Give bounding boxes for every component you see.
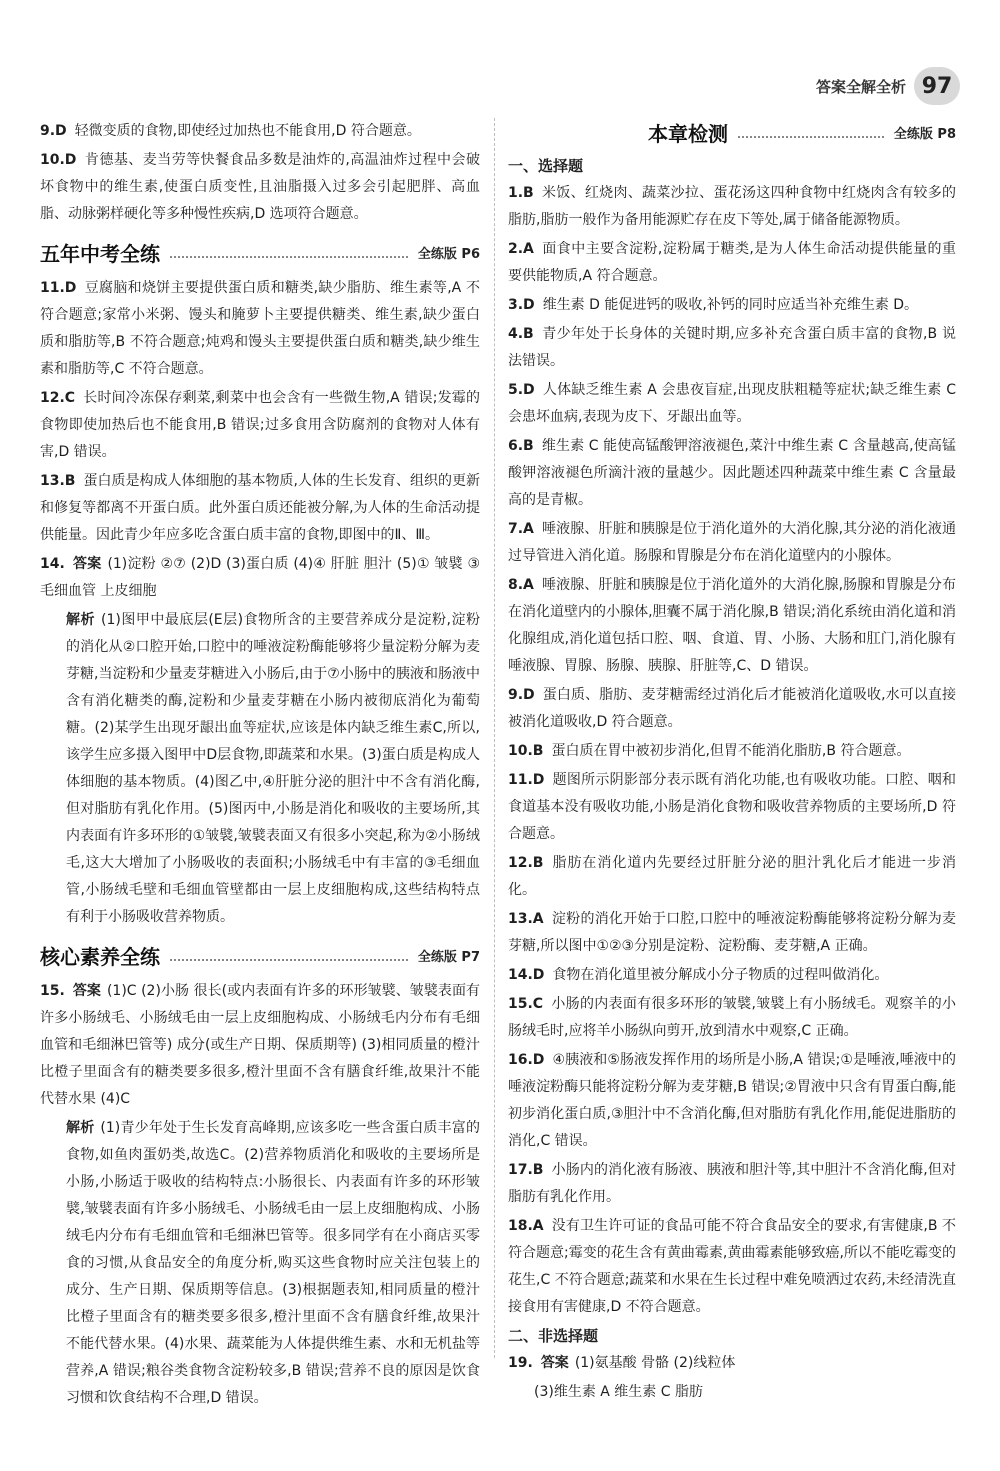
- answer-item: 9.D 轻微变质的食物,即使经过加热也不能食用,D 符合题意。: [40, 123, 421, 139]
- section-dots: [738, 136, 884, 138]
- answer-item: 11.D 豆腐脑和烧饼主要提供蛋白质和糖类,缺少脂肪、维生素等,A 不符合题意;家常小米粥、馒头和腌萝卜主要提供糖类、维生素,缺少蛋白质和脂肪等,B 不符合题意;炖鸡和馒头主要提供蛋白质和糖类,缺少维生素和脂肪等,C 不符合题意。: [40, 280, 480, 377]
- answer-item: 3.D 维生素 D 能促进钙的吸收,补钙的同时应适当补充维生素 D。: [508, 297, 919, 313]
- analysis-q14: 解析 (1)图甲中最底层(E层)食物所含的主要营养成分是淀粉,淀粉的消化从②口腔开始,口腔中的唾液淀粉酶能够将少量淀粉分解为麦芽糖,当淀粉和少量麦芽糖进入小肠后,由于⑦小肠中的胰液和肠液中含有消化糖类的酶,淀粉和少量麦芽糖在小肠内被彻底消化为葡萄糖。(2)某学生出现牙龈出血等症状,应该是体内缺乏维生素C,所以,该学生应多摄入图甲中D层食物,即蔬菜和水果。(3)蛋白质是构成人体细胞的基本物质。(4)图乙中,④肝脏分泌的胆汁中不含有消化酶,但对脂肪有乳化作用。(5)图丙中,小肠是消化和吸收的主要场所,其内表面有许多环形的①皱襞,皱襞表面又有很多小突起,称为②小肠绒毛,这大大增加了小肠吸收的表面积;小肠绒毛中有丰富的③毛细血管,小肠绒毛壁和毛细血管壁都由一层上皮细胞构成,这些结构特点有利于小肠吸收营养物质。: [66, 612, 480, 925]
- answer-item-q14: 14. 答案 (1)淀粉 ②⑦ (2)D (3)蛋白质 (4)④ 肝脏 胆汁 (5)① 皱襞 ③ 毛细血管 上皮细胞: [40, 556, 480, 599]
- section-title: 本章检测: [648, 122, 728, 146]
- answer-item: 4.B 青少年处于长身体的关键时期,应多补充含蛋白质丰富的食物,B 说法错误。: [508, 326, 956, 369]
- section-title: 五年中考全练: [40, 242, 160, 266]
- section-dots: [170, 256, 408, 258]
- answer-item: 17.B 小肠内的消化液有肠液、胰液和胆汁等,其中胆汁不含消化酶,但对脂肪有乳化作用。: [508, 1162, 956, 1205]
- answer-item: 18.A 没有卫生许可证的食品可能不符合食品安全的要求,有害健康,B 不符合题意;霉变的花生含有黄曲霉素,黄曲霉素能够致癌,所以不能吃霉变的花生,C 不符合题意;蔬菜和水果在生长过程中难免喷洒过农药,未经清洗直接食用有害健康,D 不符合题意。: [508, 1218, 956, 1315]
- answer-item: 16.D ④胰液和⑤肠液发挥作用的场所是小肠,A 错误;①是唾液,唾液中的唾液淀粉酶只能将淀粉分解为麦芽糖,B 错误;②胃液中只含有胃蛋白酶,能初步消化蛋白质,③胆汁中不含消化酶,但对脂肪有乳化作用,能促进脂肪的消化,C 错误。: [508, 1052, 956, 1149]
- answer-item: 9.D 蛋白质、脂肪、麦芽糖需经过消化后才能被消化道吸收,水可以直接被消化道吸收,D 符合题意。: [508, 687, 956, 730]
- section-dots: [170, 959, 408, 961]
- analysis-q15: 解析 (1)青少年处于生长发育高峰期,应该多吃一些含蛋白质丰富的食物,如鱼肉蛋奶类,故选C。(2)营养物质消化和吸收的主要场所是小肠,小肠适于吸收的结构特点:小肠很长、内表面有许多的环形皱襞,皱襞表面有许多小肠绒毛、小肠绒毛由一层上皮细胞构成、小肠绒毛内分布有毛细血管和毛细淋巴管等。很多同学有在小商店买零食的习惯,从食品安全的角度分析,购买这些食物时应关注包装上的成分、生产日期、保质期等信息。(3)根据题表知,相同质量的橙汁比橙子里面含有的糖类要多很多,橙汁里面不含有膳食纤维,故果汁不能代替水果。(4)水果、蔬菜能为人体提供维生素、水和无机盐等营养,A 错误;粮谷类食物含淀粉较多,B 错误;营养不良的原因是饮食习惯和饮食结构不合理,D 错误。: [66, 1120, 481, 1406]
- left-column: [40, 118, 480, 1414]
- section-header: [508, 118, 956, 147]
- section-ref: 全练版 P6: [417, 247, 480, 262]
- part-heading: 一、选择题: [508, 157, 584, 175]
- answer-item: 13.A 淀粉的消化开始于口腔,口腔中的唾液淀粉酶能够将淀粉分解为麦芽糖,所以图中①②③分别是淀粉、淀粉酶、麦芽糖,A 正确。: [508, 911, 956, 954]
- page-number-badge: 97: [914, 67, 960, 105]
- answer-item: 12.C 长时间冷冻保存剩菜,剩菜中也会含有一些微生物,A 错误;发霉的食物即使加热后也不能食用,B 错误;过多食用含防腐剂的食物对人体有害,D 错误。: [40, 390, 480, 460]
- section-title: 核心素养全练: [40, 945, 160, 969]
- answer-item-q19: 19. 答案 (1)氨基酸 骨骼 (2)线粒体: [508, 1355, 736, 1371]
- answer-item: 7.A 唾液腺、肝脏和胰腺是位于消化道外的大消化腺,其分泌的消化液通过导管进入消化道。肠腺和胃腺是分布在消化道壁内的小腺体。: [508, 521, 956, 564]
- section-header: [40, 238, 480, 267]
- answer-item: 10.B 蛋白质在胃中被初步消化,但胃不能消化脂肪,B 符合题意。: [508, 743, 911, 759]
- answer-item: 11.D 题图所示阴影部分表示既有消化功能,也有吸收功能。口腔、咽和食道基本没有吸收功能,小肠是消化食物和吸收营养物质的主要场所,D 符合题意。: [508, 772, 956, 842]
- answer-item: 13.B 蛋白质是构成人体细胞的基本物质,人体的生长发育、组织的更新和修复等都离不开蛋白质。此外蛋白质还能被分解,为人体的生命活动提供能量。因此青少年应多吃含蛋白质丰富的食物,即图中的Ⅱ、Ⅲ。: [40, 473, 480, 543]
- page-header: [816, 66, 960, 106]
- answer-item: 6.B 维生素 C 能使高锰酸钾溶液褪色,菜汁中维生素 C 含量越高,使高锰酸钾溶液褪色所滴汁液的量越少。因此题述四种蔬菜中维生素 C 含量最高的是青椒。: [508, 438, 956, 508]
- answer-item-q19-line2: (3)维生素 A 维生素 C 脂肪: [534, 1384, 703, 1400]
- section-ref: 全练版 P7: [417, 950, 480, 965]
- answer-item: 10.D 肯德基、麦当劳等快餐食品多数是油炸的,高温油炸过程中会破坏食物中的维生素,使蛋白质变性,且油脂摄入过多会引起肥胖、高血脂、动脉粥样硬化等多种慢性疾病,D 选项符合题意。: [40, 152, 480, 222]
- part-heading: 二、非选择题: [508, 1327, 599, 1345]
- column-divider: [494, 118, 495, 1358]
- answer-item: 12.B 脂肪在消化道内先要经过肝脏分泌的胆汁乳化后才能进一步消化。: [508, 855, 956, 898]
- section-ref: 全练版 P8: [893, 127, 956, 142]
- right-column: [508, 118, 956, 1408]
- answer-item: 14.D 食物在消化道里被分解成小分子物质的过程叫做消化。: [508, 967, 889, 983]
- section-header: [40, 941, 480, 970]
- answer-item-q15: 15. 答案 (1)C (2)小肠 很长(或内表面有许多的环形皱襞、皱襞表面有许多小肠绒毛、小肠绒毛由一层上皮细胞构成、小肠绒毛内分布有毛细血管和毛细淋巴管等) 成分(或生产日期、保质期等) (3)相同质量的橙汁比橙子里面含有的糖类要多很多,橙汁里面不含有膳食纤维,故果汁不能代替水果 (4)C: [40, 983, 480, 1107]
- answer-item: 15.C 小肠的内表面有很多环形的皱襞,皱襞上有小肠绒毛。观察羊的小肠绒毛时,应将羊小肠纵向剪开,放到清水中观察,C 正确。: [508, 996, 956, 1039]
- answer-item: 1.B 米饭、红烧肉、蔬菜沙拉、蛋花汤这四种食物中红烧肉含有较多的脂肪,脂肪一般作为备用能源贮存在皮下等处,属于储备能源物质。: [508, 185, 956, 228]
- answer-item: 2.A 面食中主要含淀粉,淀粉属于糖类,是为人体生命活动提供能量的重要供能物质,A 符合题意。: [508, 241, 956, 284]
- answer-item: 5.D 人体缺乏维生素 A 会患夜盲症,出现皮肤粗糙等症状;缺乏维生素 C 会患坏血病,表现为皮下、牙龈出血等。: [508, 382, 956, 425]
- answer-item: 8.A 唾液腺、肝脏和胰腺是位于消化道外的大消化腺,肠腺和胃腺是分布在消化道壁内的小腺体,胆囊不属于消化腺,B 错误;消化系统由消化道和消化腺组成,消化道包括口腔、咽、食道、胃、小肠、大肠和肛门,消化腺有唾液腺、胃腺、肠腺、胰腺、肝脏等,C、D 错误。: [508, 577, 956, 674]
- header-title: 答案全解全析: [815, 77, 906, 96]
